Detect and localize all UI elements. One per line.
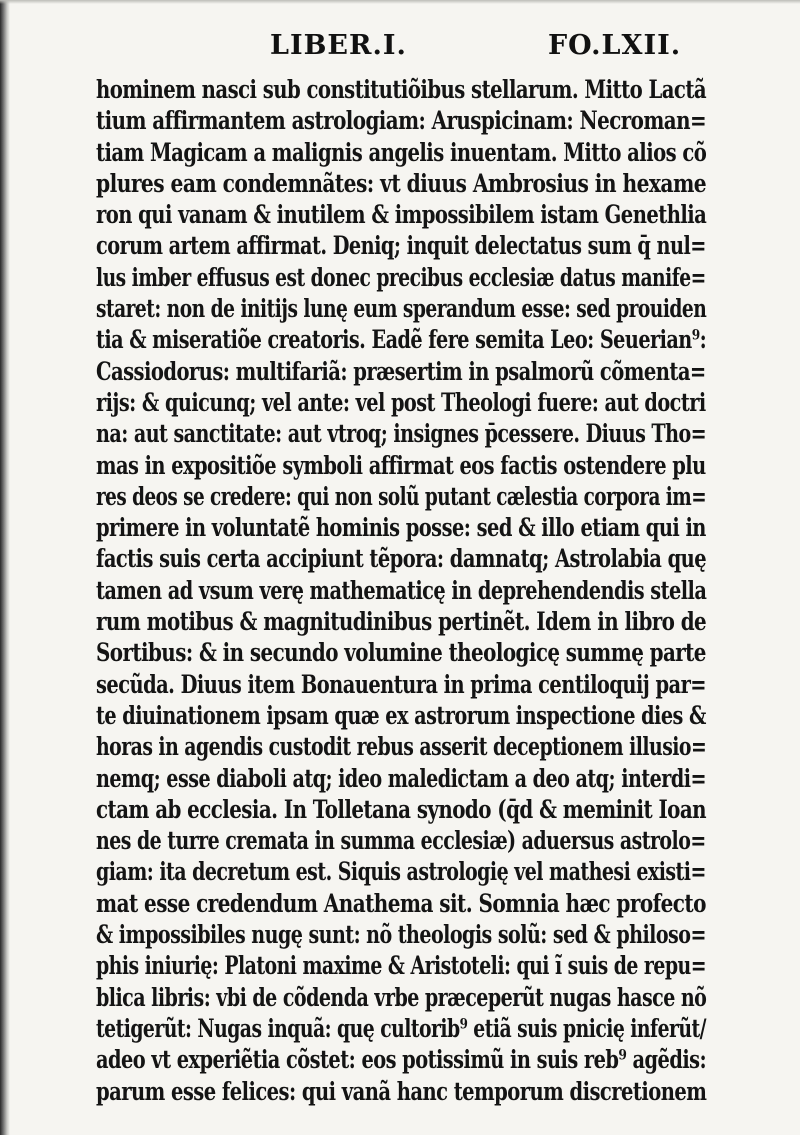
text-line: plures eam condemnãtes: vt diuus Ambrosius in hexame	[96, 168, 707, 198]
text-line: secũda. Diuus item Bonauentura in prima centiloquij par=	[96, 669, 707, 699]
text-line: tamen ad vsum verę mathematicę in deprehendendis stella	[96, 575, 707, 605]
text-line: horas in agendis custodit rebus asserit deceptionem illusio=	[96, 732, 707, 762]
text-line: nes de turre cremata in summa ecclesiæ) aduersus astrolo=	[96, 826, 706, 856]
page-edge-shadow	[0, 0, 10, 1135]
text-line: tiam Magicam a malignis angelis inuentam. Mitto alios cõ	[96, 137, 707, 167]
text-line: ctam ab ecclesia. In Tolletana synodo (q̄d & meminit Ioan	[96, 794, 707, 824]
text-line: adeo vt experiẽtia cõstet: eos potissimũ in suis reb⁹ agẽdis:	[96, 1045, 707, 1075]
text-line: rijs: & quicunq; vel ante: vel post Theologi fuere: aut doctri	[96, 387, 706, 417]
text-line: tium affirmantem astrologiam: Aruspicinam: Necroman=	[96, 106, 707, 136]
text-line: & impossibiles nugę sunt: nõ theologis solũ: sed & philoso=	[96, 920, 706, 950]
text-line: Cassiodorus: multifariã: præsertim in psalmorũ cõmenta=	[96, 356, 706, 386]
text-line: staret: non de initijs lunę eum sperandum esse: sed prouiden	[96, 294, 707, 324]
text-line: giam: ita decretum est. Siquis astrologię vel mathesi existi=	[96, 857, 706, 887]
text-line: factis suis certa accipiunt tẽpora: damnatq; Astrolabia quę	[96, 544, 707, 574]
text-line: corum artem affirmat. Deniq; inquit delectatus sum q̄ nul=	[96, 231, 706, 261]
text-line: mat esse credendum Anathema sit. Somnia hæc profecto	[96, 888, 706, 918]
text-line: phis iniurię: Platoni maxime & Aristoteli: qui ĩ suis de repu=	[96, 951, 706, 981]
folio-number: FO.LXII.	[548, 30, 682, 61]
text-line: nemq; esse diaboli atq; ideo maledictam a deo atq; interdi=	[96, 763, 706, 793]
text-line: primere in voluntatẽ hominis posse: sed & illo etiam qui in	[96, 513, 706, 543]
body-text	[96, 74, 706, 1107]
text-line: mas in expositiõe symboli affirmat eos factis ostendere plu	[96, 450, 706, 480]
text-line: parum esse felices: qui vanã hanc temporum discretionem	[96, 1076, 707, 1106]
text-line: te diuinationem ipsam quæ ex astrorum inspectione dies &	[96, 700, 706, 730]
text-line: blica libris: vbi de cõdenda vrbe præceperũt nugas hasce nõ	[96, 982, 707, 1012]
text-line: ron qui vanam & inutilem & impossibilem istam Genethlia	[96, 200, 707, 230]
running-header	[0, 30, 800, 70]
text-line: na: aut sanctitate: aut vtroq; insignes p̄cessere. Diuus Tho=	[96, 419, 707, 449]
text-line: tia & miseratiõe creatoris. Eadẽ fere semita Leo: Seuerian⁹:	[96, 325, 707, 355]
text-line: Sortibus: & in secundo volumine theologicę summę parte	[96, 638, 706, 668]
book-number: LIBER.I.	[270, 30, 407, 61]
text-line: hominem nasci sub constitutiõibus stellarum. Mitto Lactã	[96, 75, 707, 104]
text-line: rum motibus & magnitudinibus pertinẽt. Idem in libro de	[96, 607, 707, 637]
text-line: res deos se credere: qui non solũ putant cælestia corpora im=	[96, 481, 707, 511]
text-line: tetigerũt: Nugas inquã: quę cultorib⁹ etiã suis pnicię inferũt/	[96, 1013, 706, 1043]
text-line: lus imber effusus est donec precibus ecclesiæ datus manife=	[96, 262, 706, 292]
page-top-shadow	[0, 0, 800, 4]
